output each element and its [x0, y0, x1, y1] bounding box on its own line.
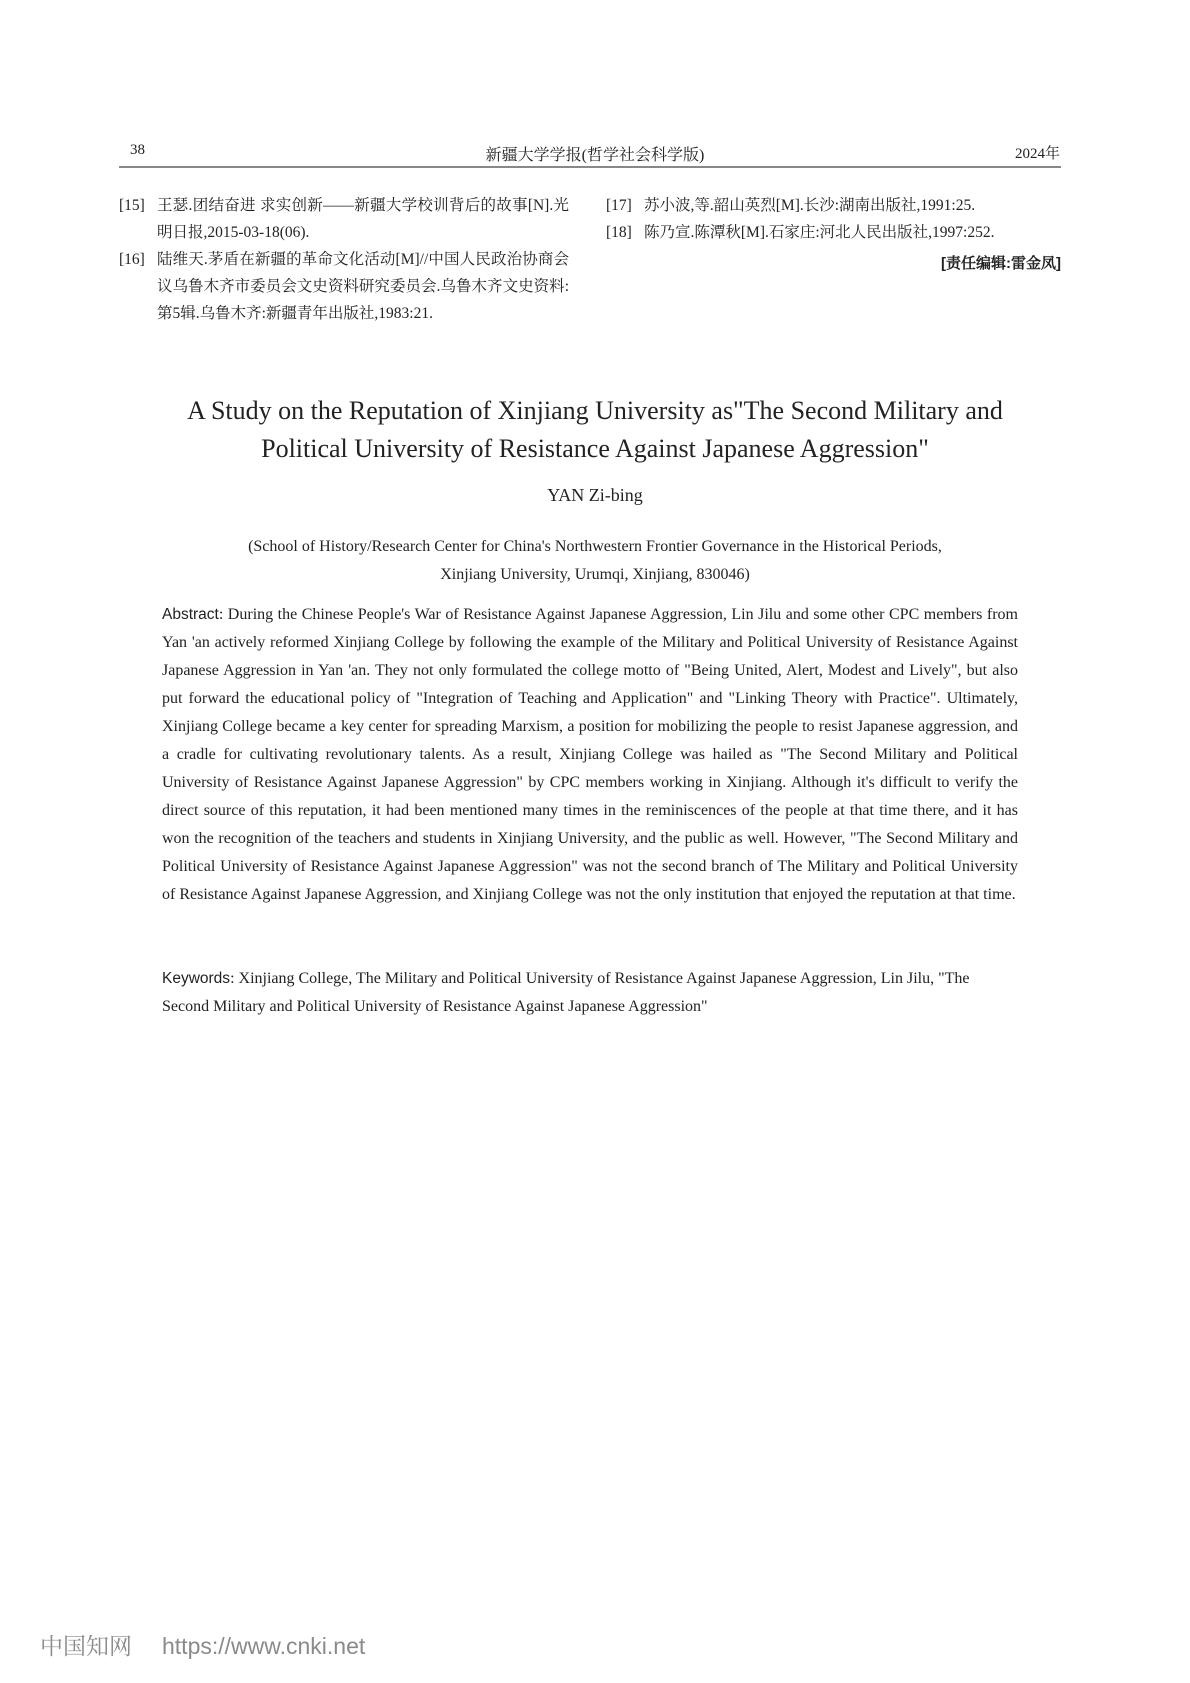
- reference-text: 苏小波,等.韶山英烈[M].长沙:湖南出版社,1991:25.: [644, 197, 976, 214]
- article-title-line-2: Political University of Resistance Against Japanese Aggression": [261, 434, 929, 463]
- reference-number: [18]: [606, 224, 632, 241]
- author-affiliation: [170, 533, 1020, 589]
- journal-title: 新疆大学学报(哲学社会科学版): [485, 147, 705, 164]
- reference-item: [119, 246, 569, 327]
- reference-number: [15]: [119, 197, 145, 214]
- keywords: [162, 965, 1018, 1021]
- page-number: 38: [130, 142, 145, 158]
- affiliation-line-1: (School of History/Research Center for China's Northwestern Frontier Governance in the Historical Periods,: [248, 538, 942, 555]
- author-name: YAN Zi-bing: [547, 485, 643, 505]
- reference-item: [119, 192, 569, 246]
- abstract: [162, 601, 1018, 909]
- page-header: [130, 142, 1060, 166]
- watermark-site-name: 中国知网: [40, 1633, 132, 1659]
- reference-item: [606, 219, 1061, 246]
- article-title-line-1: A Study on the Reputation of Xinjiang University as"The Second Military and: [187, 396, 1003, 425]
- cnki-watermark: [40, 1628, 365, 1661]
- reference-number: [17]: [606, 197, 632, 214]
- reference-text: 陈乃宣.陈潭秋[M].石家庄:河北人民出版社,1997:252.: [644, 224, 995, 241]
- reference-text: 陆维天.茅盾在新疆的革命文化活动[M]//中国人民政治协商会议乌鲁木齐市委员会文史资料研究委员会.乌鲁木齐文史资料:第5辑.乌鲁木齐:新疆青年出版社,1983:21.: [157, 251, 569, 322]
- keywords-text: : Xinjiang College, The Military and Political University of Resistance Against Japanese Aggression, Lin Jilu, "The Second Military and Political University of Resistance Against Japanese Aggression": [162, 970, 970, 1015]
- keywords-label: Keywords: [162, 970, 231, 987]
- publication-year: 2024年: [1014, 146, 1060, 162]
- abstract-label: Abstract: [162, 606, 219, 623]
- reference-number: [16]: [119, 251, 145, 268]
- abstract-text: : During the Chinese People's War of Resistance Against Japanese Aggression, Lin Jilu and some other CPC members from Yan 'an actively reformed Xinjiang College by following the example of the Military and Political University of Resistance Against Japanese Aggression in Yan 'an. They not only formulated the college motto of "Being United, Alert, Modest and Lively", but also put forward the educational policy of "Integration of Teaching and Application" and "Linking Theory with Practice". Ultimately, Xinjiang College became a key center for spreading Marxism, a position for mobilizing the people to resist Japanese aggression, and a cradle for cultivating revolutionary talents. As a result, Xinjiang College was hailed as "The Second Military and Political University of Resistance Against Japanese Aggression" by CPC members working in Xinjiang. Although it's difficult to verify the direct source of this reputation, it had been mentioned many times in the reminiscences of the people at that time there, and it has won the recognition of the teachers and students in Xinjiang University, and the public as well. However, "The Second Military and Political University of Resistance Against Japanese Aggression" was not the second branch of The Military and Political University of Resistance Against Japanese Aggression, and Xinjiang College was not the only institution that enjoyed the reputation at that time.: [162, 606, 1018, 903]
- responsible-editor: [责任编辑:雷金凤]: [941, 255, 1061, 272]
- references-right-column: [606, 192, 1061, 277]
- reference-item: [606, 192, 1061, 219]
- reference-text: 王瑟.团结奋进 求实创新——新疆大学校训背后的故事[N].光明日报,2015-03-18(06).: [157, 197, 569, 241]
- header-rule: [119, 166, 1061, 168]
- references-left-column: [119, 192, 569, 327]
- affiliation-line-2: Xinjiang University, Urumqi, Xinjiang, 830046): [440, 566, 750, 583]
- article-title: [130, 392, 1060, 468]
- watermark-url: https://www.cnki.net: [162, 1633, 366, 1659]
